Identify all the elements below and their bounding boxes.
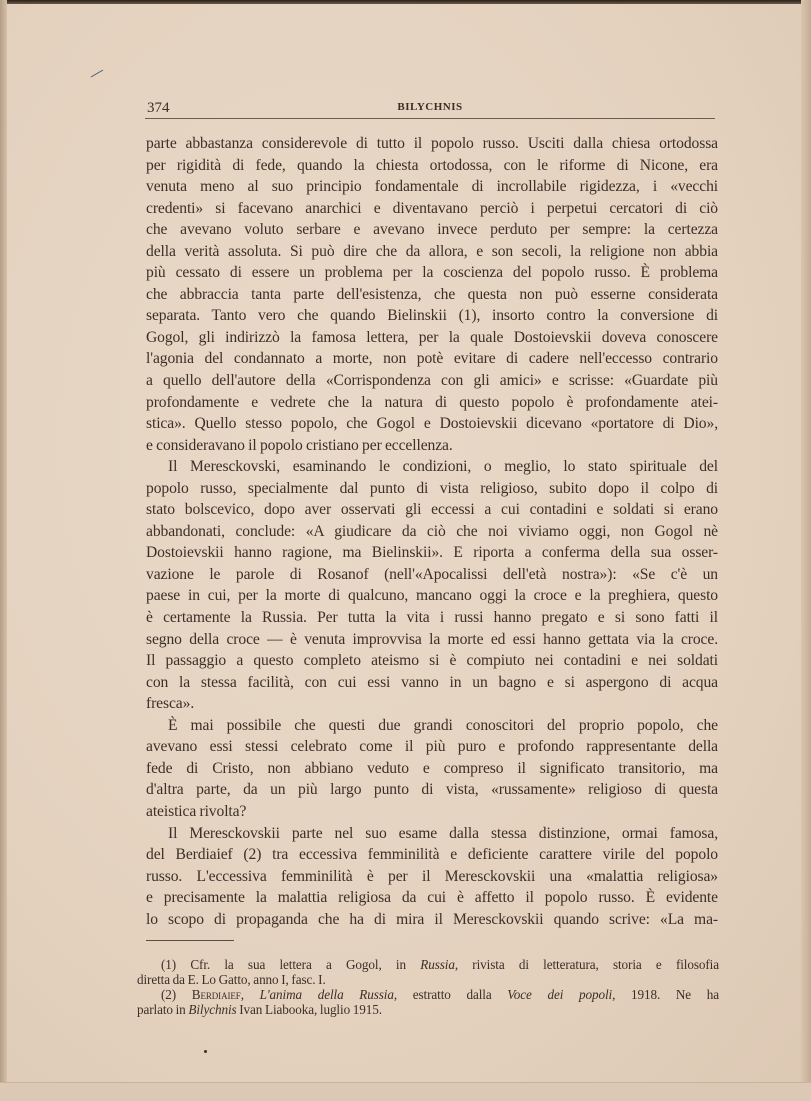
- text-line: russo. L'eccessiva femminilità è per il Meresckovskii una «malattia religiosa»: [146, 867, 718, 885]
- text-line: lo scopo di propaganda che ha di mira il Meresckovskii quando scrive: «La ma-: [146, 910, 718, 928]
- footnotes: [137, 957, 719, 1017]
- text-line: per rigidità di fede, quando la chiesta ortodossa, con le riforme di Nicone, era: [146, 156, 718, 174]
- footnote-1-cont: diretta da E. Lo Gatto, anno I, fasc. I.: [137, 972, 326, 987]
- text-line: l'agonia del condannato a morte, non potè evitare di cadere nell'eccesso contrario: [146, 350, 718, 368]
- text-line: Il Meresckovski, esaminando le condizioni, o meglio, lo stato spirituale del: [168, 458, 718, 476]
- page-top-edge: [0, 0, 811, 4]
- page-bottom-fold: [0, 1082, 811, 1101]
- page-number: 374: [147, 100, 170, 116]
- text-line: e precisamente la malattia religiosa da cui è affetto il popolo russo. È evidente: [146, 889, 718, 907]
- body-text: [146, 133, 718, 930]
- footnote-2-cont: [137, 1002, 719, 1017]
- text-line: paese in cui, per la morte di qualcuno, mancano oggi la croce e la preghiera, questo: [146, 587, 718, 605]
- text-line: ateistica rivolta?: [146, 802, 247, 820]
- footnote-text: parlato in: [137, 1002, 189, 1017]
- footnote-italic-source: Voce dei popoli: [507, 987, 613, 1002]
- text-line: Il passaggio a questo completo ateismo si è compiuto nei contadini e nei soldati: [146, 652, 718, 670]
- text-line: credenti» si facevano anarchici e diventavano perciò i perpetui cercatori di ciò: [146, 199, 718, 217]
- page-left-edge: [0, 0, 7, 1100]
- text-line: venuta meno al suo principio fondamentale di incrollabile rigidezza, i «vecchi: [146, 178, 718, 196]
- running-head: BILYCHNIS: [397, 101, 463, 113]
- footnote-text: Ivan Liabooka, luglio 1915.: [236, 1002, 382, 1017]
- page-right-edge: [801, 0, 811, 1100]
- text-line: vazione le parole di Rosanof (nell'«Apocalissi dell'età nostra»): «Se c'è un: [146, 565, 718, 583]
- footnote-text: ,: [240, 987, 260, 1002]
- text-line: fede di Cristo, non abbiano veduto e compreso il significato transitorio, ma: [146, 759, 718, 777]
- text-line: del Berdiaief (2) tra eccessiva femminilità e deficiente carattere virile del popolo: [146, 846, 718, 864]
- footnote-1: [137, 957, 719, 972]
- text-line: stica». Quello stesso popolo, che Gogol e Dostoievskii dicevano «portatore di Dio»,: [146, 415, 718, 433]
- text-line: avevano essi stessi celebrato come il più puro e profondo rappresentante della: [146, 738, 718, 756]
- text-line: fresca».: [146, 695, 195, 713]
- footnote-text: , rivista di letteratura, storia e filosofia: [454, 957, 719, 972]
- footnote-italic-journal: Bilychnis: [188, 1002, 237, 1017]
- footnote-text: , estratto dalla: [393, 987, 508, 1002]
- pencil-mark: [91, 70, 104, 78]
- text-line: a quello dell'autore della «Corrispondenza con gli amici» e scrisse: «Guardate più: [146, 372, 718, 390]
- text-line: con la stessa facilità, con cui essi vanno in un bagno e si aspergono di acqua: [146, 673, 718, 691]
- text-line: popolo russo, specialmente dal punto di vista religioso, subito dopo il colpo di: [146, 479, 718, 497]
- text-line: È mai possibile che questi due grandi conoscitori del proprio popolo, che: [168, 716, 718, 734]
- footnote-text: Cfr. la sua lettera a Gogol, in: [190, 957, 421, 972]
- text-line: della verità assoluta. Si può dire che da allora, e son secoli, la religione non abbia: [146, 242, 718, 260]
- footnote-separator: [146, 940, 234, 941]
- text-line: Gogol, gli indirizzò la famosa lettera, per la quale Dostoievskii doveva conoscere: [146, 328, 718, 346]
- footnote-italic-title: Russia: [420, 957, 455, 972]
- text-line: Dostoievskii hanno ragione, ma Bielinskii». E riporta a conferma della sua osser-: [146, 544, 718, 562]
- text-line: separata. Tanto vero che quando Bielinskii (1), insorto contro la conversione di: [146, 307, 718, 325]
- footnote-author: Berdiaief: [191, 987, 241, 1002]
- ink-speck: [204, 1050, 207, 1053]
- text-line: stato bolscevico, dopo aver osservati gli eccessi a cui contadini e soldati si erano: [146, 501, 718, 519]
- text-line: segno della croce — è venuta improvvisa la morte ed essi hanno gettata via la croce.: [146, 630, 718, 648]
- text-line: abbandonati, conclude: «A giudicare da ciò che noi viviamo oggi, non Gogol nè: [146, 522, 718, 540]
- text-line: che abbraccia tanta parte dell'esistenza, che questa non può esserne considerata: [146, 285, 718, 303]
- text-line: che avevano voluto serbare e avevano invece perduto per sempre: la certezza: [146, 221, 718, 239]
- text-line: profondamente e vedrete che la natura di questo popolo è profondamente atei-: [146, 393, 718, 411]
- page-header: [145, 96, 715, 119]
- footnote-text: , 1918. Ne ha: [612, 987, 719, 1002]
- footnote-2: [137, 987, 719, 1002]
- text-line: Il Meresckovskii parte nel suo esame dalla stessa distinzione, ormai famosa,: [168, 824, 718, 842]
- text-line: è certamente la Russia. Per tutta la vita i russi hanno pregato e si sono fatti il: [146, 609, 718, 627]
- footnote-marker: (1): [161, 957, 177, 972]
- footnote-marker: (2): [161, 987, 177, 1002]
- footnote-italic-title: L'anima della Russia: [259, 987, 394, 1002]
- text-line: e consideravano il popolo cristiano per eccellenza.: [146, 436, 453, 454]
- text-line: d'altra parte, da un più largo punto di vista, «russamente» religioso di questa: [146, 781, 718, 799]
- text-line: più cessato di essere un problema per la coscienza del popolo russo. È problema: [146, 264, 718, 282]
- text-line: parte abbastanza considerevole di tutto il popolo russo. Usciti dalla chiesa ortodossa: [146, 135, 718, 152]
